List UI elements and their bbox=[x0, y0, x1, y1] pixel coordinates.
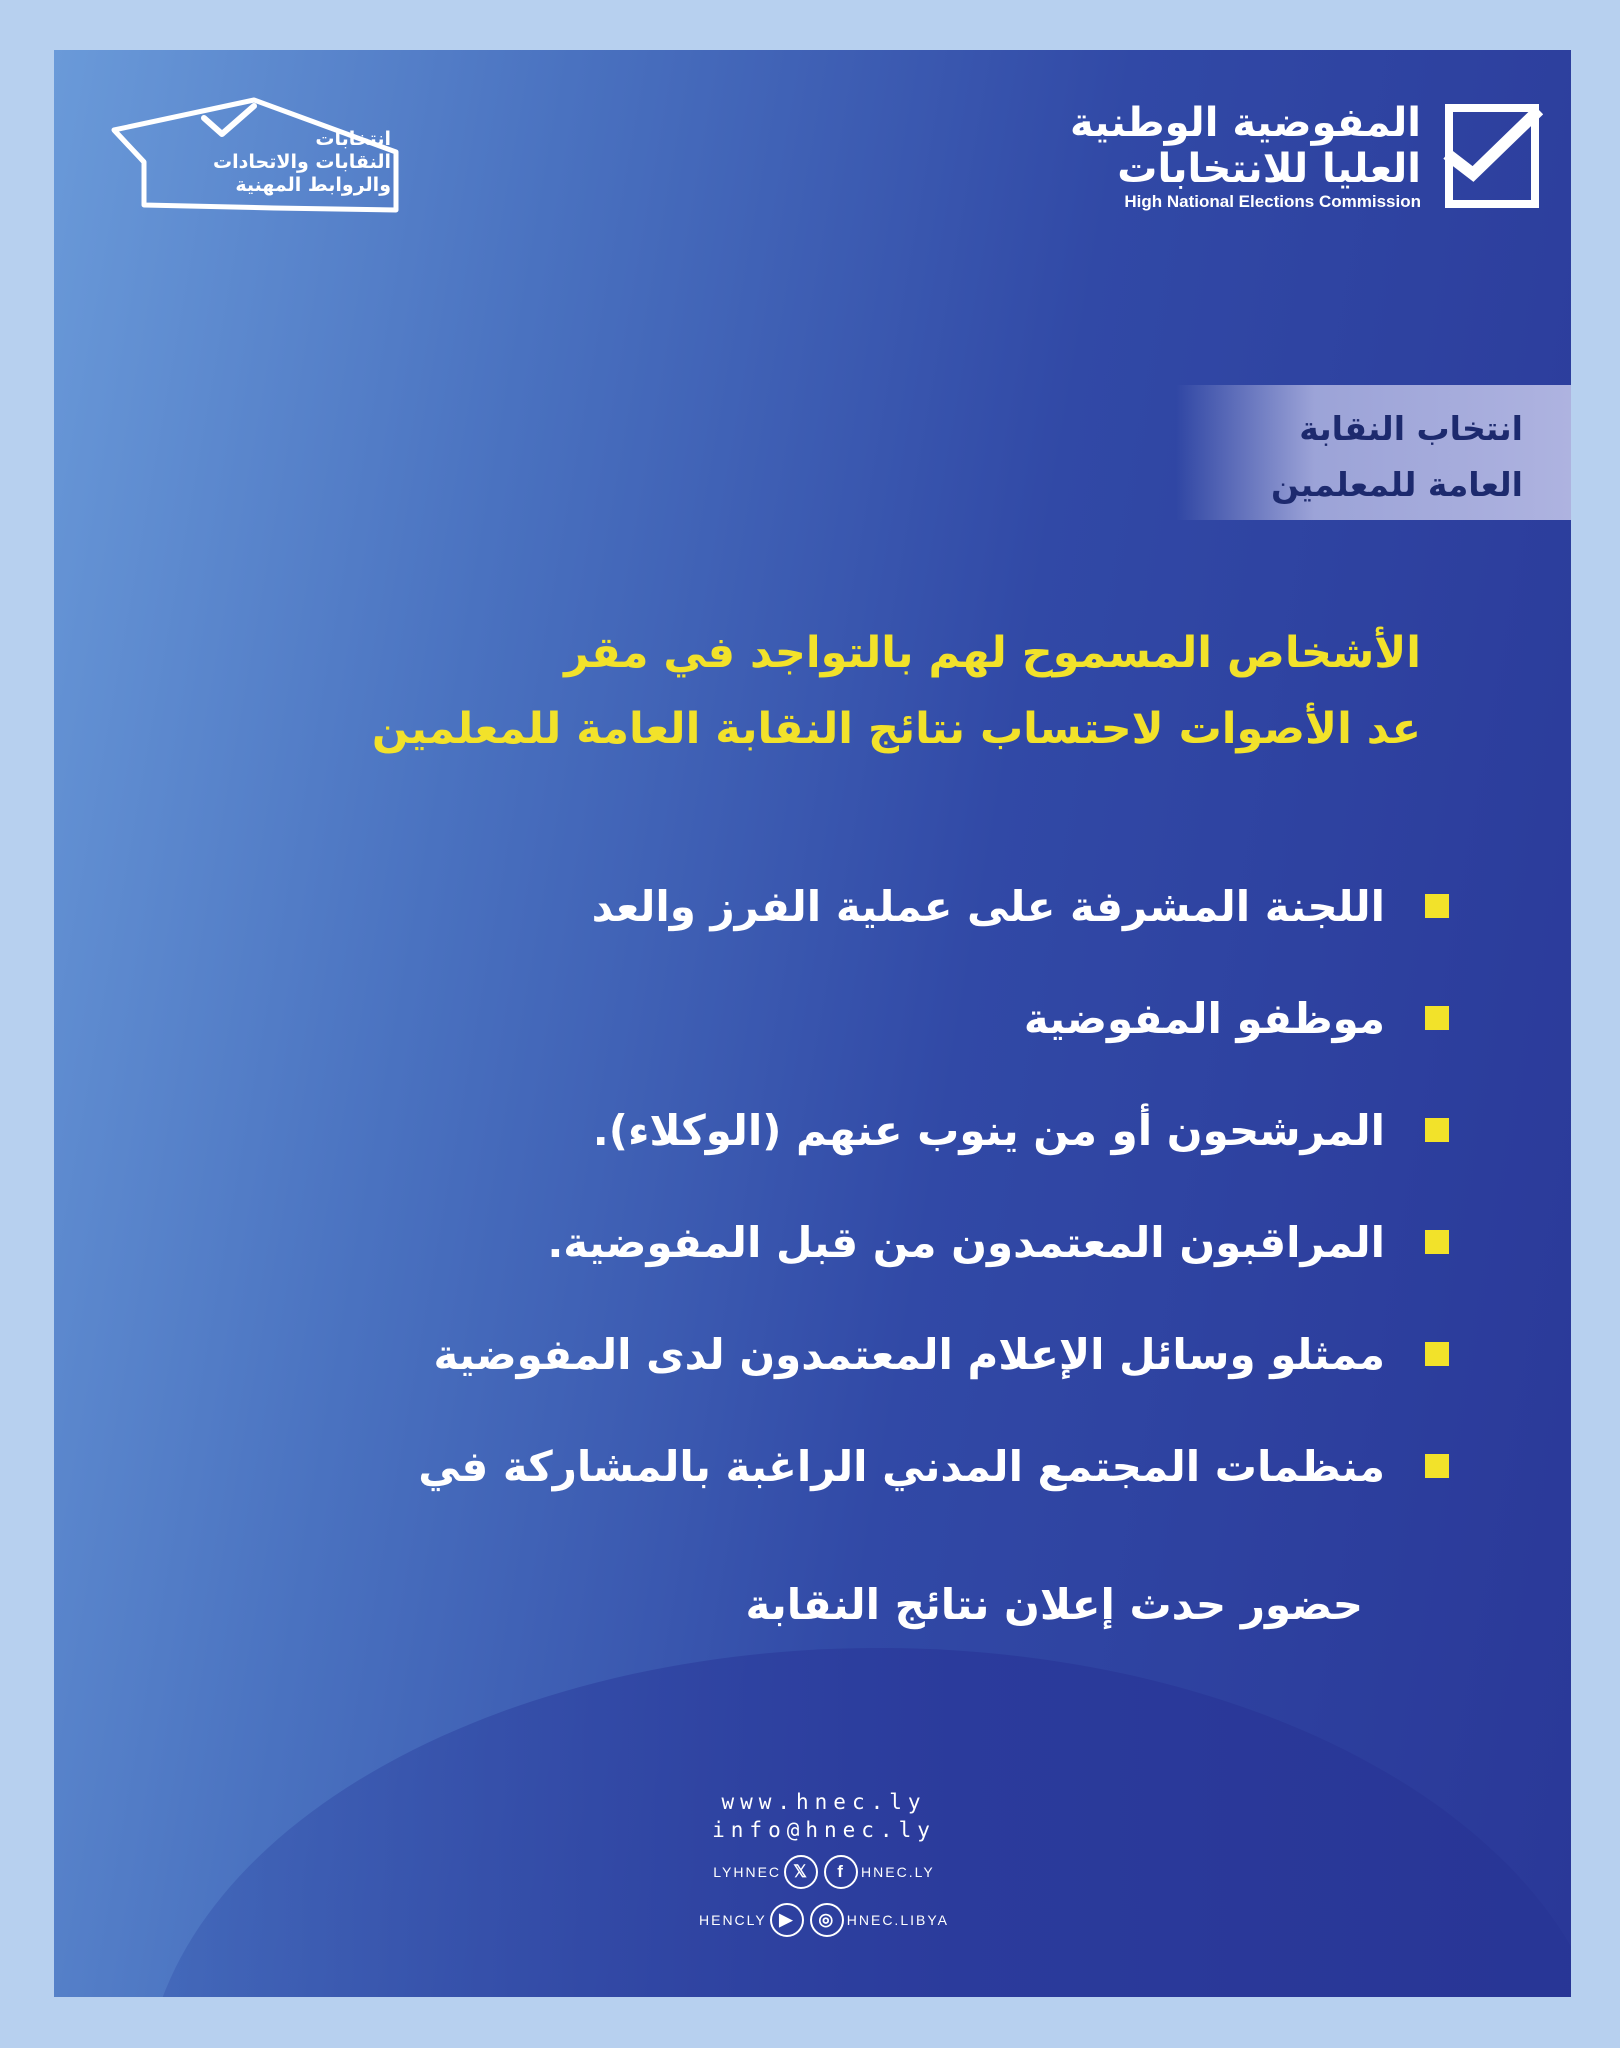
email-link[interactable]: info@hnec.ly bbox=[712, 1818, 936, 1842]
heading-line2: عد الأصوات لاحتساب نتائج النقابة العامة للمعلمين bbox=[371, 704, 1421, 754]
x-icon[interactable]: 𝕏 bbox=[784, 1855, 818, 1889]
contact-footer bbox=[654, 1788, 994, 1940]
list-item-text: ممثلو وسائل الإعلام المعتمدون لدى المفوضية bbox=[433, 1329, 1385, 1379]
list-item bbox=[249, 962, 1449, 1074]
bullet-square-icon bbox=[1425, 894, 1449, 918]
program-logo-text bbox=[213, 128, 391, 197]
allowed-persons-list bbox=[249, 850, 1449, 1522]
list-item-text: منظمات المجتمع المدني الراغبة بالمشاركة في bbox=[418, 1441, 1385, 1491]
list-item bbox=[249, 1186, 1449, 1298]
list-item-text: المراقبون المعتمدون من قبل المفوضية. bbox=[547, 1217, 1385, 1267]
checkbox-icon bbox=[1443, 102, 1543, 210]
bullet-square-icon bbox=[1425, 1118, 1449, 1142]
page-heading bbox=[372, 615, 1421, 767]
social-row-2 bbox=[654, 1900, 994, 1940]
heading-line1: الأشخاص المسموح لهم بالتواجد في مقر bbox=[564, 628, 1421, 678]
election-tag-line2: العامة للمعلمين bbox=[1270, 465, 1523, 504]
facebook-handle[interactable]: HNEC.LY bbox=[861, 1864, 935, 1880]
program-logo-line1: انتخابات bbox=[315, 128, 391, 150]
website-link[interactable]: www.hnec.ly bbox=[721, 1790, 927, 1814]
election-tag-line1: انتخاب النقابة bbox=[1299, 409, 1523, 448]
election-tag bbox=[1176, 385, 1571, 520]
election-tag-text bbox=[1271, 401, 1523, 513]
youtube-icon[interactable]: ▶ bbox=[770, 1903, 804, 1937]
commission-name-en: High National Elections Commission bbox=[1124, 192, 1421, 211]
facebook-icon[interactable]: f bbox=[824, 1855, 858, 1889]
x-handle[interactable]: LYHNEC bbox=[713, 1864, 782, 1880]
list-item-text: اللجنة المشرفة على عملية الفرز والعد bbox=[591, 881, 1385, 931]
bullet-square-icon bbox=[1425, 1454, 1449, 1478]
bullet-square-icon bbox=[1425, 1230, 1449, 1254]
program-logo-line2: النقابات والاتحادات bbox=[213, 151, 391, 173]
list-item-continuation: حضور حدث إعلان نتائج النقابة bbox=[745, 1580, 1363, 1629]
list-item bbox=[249, 1074, 1449, 1186]
commission-name-ar bbox=[1070, 100, 1421, 192]
instagram-handle[interactable]: HNEC.LIBYA bbox=[846, 1912, 949, 1928]
program-logo bbox=[104, 90, 409, 230]
bullet-square-icon bbox=[1425, 1342, 1449, 1366]
list-item-text: موظفو المفوضية bbox=[1023, 993, 1385, 1043]
bullet-square-icon bbox=[1425, 1006, 1449, 1030]
instagram-icon[interactable]: ◎ bbox=[810, 1903, 844, 1937]
commission-name-ar-line2: العليا للانتخابات bbox=[1117, 146, 1421, 192]
commission-name-ar-line1: المفوضية الوطنية bbox=[1070, 100, 1421, 146]
commission-logo bbox=[1043, 100, 1543, 220]
program-logo-line3: والروابط المهنية bbox=[235, 174, 391, 196]
social-row-1 bbox=[654, 1852, 994, 1892]
list-item bbox=[249, 1410, 1449, 1522]
list-item-text: المرشحون أو من ينوب عنهم (الوكلاء). bbox=[592, 1105, 1385, 1155]
list-item bbox=[249, 850, 1449, 962]
poster-card bbox=[54, 50, 1571, 1997]
list-item bbox=[249, 1298, 1449, 1410]
youtube-handle[interactable]: HENCLY bbox=[699, 1912, 767, 1928]
